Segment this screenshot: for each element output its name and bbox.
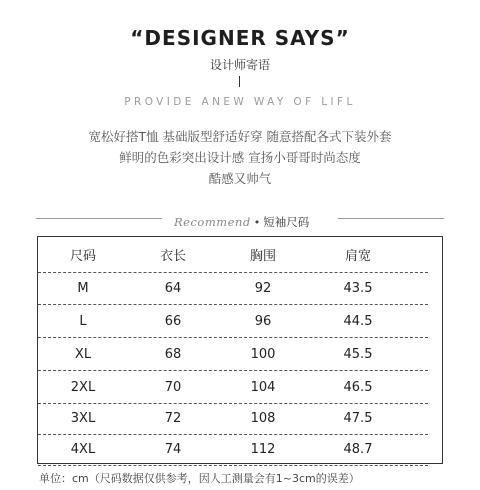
table-row [38, 307, 428, 338]
size-cell: M [77, 281, 89, 296]
header-cell: 尺码 [69, 249, 96, 264]
separator-line-right [338, 218, 444, 219]
shoulder-cell: 47.5 [343, 411, 373, 426]
description-line: 宽松好搭T恤 基础版型舒适好穿 随意搭配各式下装外套 [88, 129, 392, 144]
size-cell: 3XL [70, 411, 96, 426]
chest-cell: 100 [250, 347, 276, 362]
shoulder-cell: 43.5 [343, 281, 373, 296]
description-line: 鲜明的色彩突出设计感 宣扬小哥哥时尚态度 [119, 150, 361, 165]
shoulder-cell: 44.5 [343, 314, 373, 329]
chest-cell: 92 [254, 281, 272, 296]
headline: “DESIGNER SAYS” [130, 26, 350, 50]
chest-cell: 96 [254, 314, 272, 329]
section-separator [36, 212, 444, 229]
header-cell: 衣长 [159, 249, 186, 264]
length-cell: 64 [164, 281, 182, 296]
shoulder-cell: 45.5 [343, 347, 373, 362]
section-label: 短袖尺码 [263, 215, 310, 229]
table-row [38, 404, 428, 435]
length-cell: 70 [164, 380, 182, 395]
divider-bar [239, 76, 240, 87]
footnote: 单位：cm（尺码数据仅供参考，因人工测量会有1~3cm的误差） [39, 472, 360, 485]
size-cell: XL [74, 347, 92, 362]
description-line: 酷感又帅气 [208, 171, 272, 186]
header-cell: 肩宽 [344, 249, 371, 264]
tagline: PROVIDE ANEW WAY OF LIFL [124, 96, 356, 108]
table-row [38, 274, 428, 305]
length-cell: 68 [164, 347, 182, 362]
description [0, 126, 480, 189]
shoulder-cell: 48.7 [343, 442, 373, 457]
size-cell: 2XL [70, 380, 96, 395]
header-cell: 胸围 [249, 249, 276, 264]
section-dot: • [253, 216, 261, 229]
length-cell: 74 [164, 442, 182, 457]
length-cell: 72 [164, 411, 182, 426]
chest-cell: 112 [250, 442, 276, 457]
size-cell: 4XL [70, 442, 96, 457]
chest-cell: 104 [250, 380, 276, 395]
length-cell: 66 [164, 314, 182, 329]
chest-cell: 108 [250, 411, 276, 426]
table-header-row [38, 242, 428, 273]
table-row [38, 340, 428, 371]
size-cell: L [79, 314, 87, 329]
separator-line-left [36, 218, 162, 219]
subtitle: 设计师寄语 [209, 58, 270, 72]
table-row [38, 435, 428, 466]
table-row [38, 373, 428, 404]
section-script-text: Recommend [174, 215, 251, 229]
shoulder-cell: 46.5 [343, 380, 373, 395]
section-heading [174, 211, 309, 230]
